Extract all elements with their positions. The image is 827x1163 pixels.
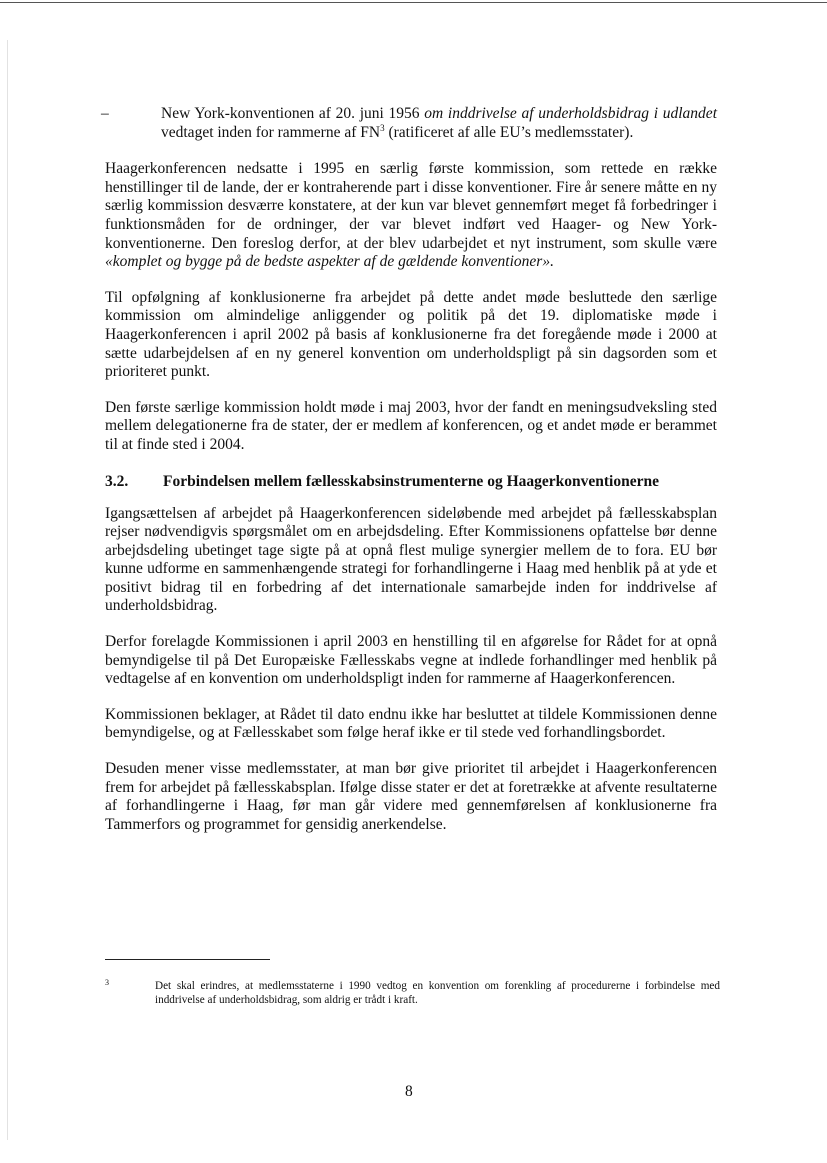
footnote-reference: 3 [380, 122, 385, 133]
page-number: 8 [405, 1083, 413, 1100]
bullet-text: (ratificeret af alle EU’s medlemsstater). [384, 123, 634, 141]
paragraph: Til opfølgning af konklusionerne fra arbejdet på dette andet møde besluttede den særlige kommission om almindelige anliggender og politik på det 19. diplomatiske møde i Haagerkonferencen i april 2002 på basis af konklusionerne fra det foregående møde i 2000 at sætte udarbejdelsen af en ny generel konvention om underholdspligt på sin dagsorden som et prioriteret punkt. [105, 288, 717, 381]
quoted-italic-text: «komplet og bygge på de bedste aspekter af de gældende konventioner». [105, 253, 554, 271]
footnote-separator [105, 959, 270, 960]
bullet-italic-text: om inddrivelse af underholdsbidrag i udlandet [424, 105, 717, 122]
document-body [101, 105, 717, 851]
footnote-text: Det skal erindres, at medlemsstaterne i 1990 vedtog en konvention om forenkling af procedurerne i forbindelse med inddrivelse af underholdsbidrag, som aldrig er trådt i kraft. [155, 980, 720, 1006]
bullet-text: vedtaget inden for rammerne af FN [161, 123, 381, 141]
paragraph: Desuden mener visse medlemsstater, at man bør give prioritet til arbejdet i Haagerkonferencen frem for arbejdet på fællesskabsplan. Ifølge disse stater er det at foretrække at afvente resultaterne af forhandlingerne i Haag, før man går videre med gennemførelsen af konklusionerne fra Tammerfors og programmet for gensidig anerkendelse. [105, 760, 717, 833]
paragraph: Kommissionen beklager, at Rådet til dato endnu ikke har besluttet at tildele Kommissionen denne bemyndigelse, og at Fællesskabet som følge heraf ikke er til stede ved forhandlingsbordet. [105, 705, 717, 742]
section-heading [105, 472, 717, 491]
section-title: Forbindelsen mellem fællesskabsinstrumenterne og Haagerkonventionerne [163, 472, 659, 490]
paragraph: Igangsættelsen af arbejdet på Haagerkonferencen sideløbende med arbejdet på fællesskabsplan rejser nødvendigvis spørgsmålet om en arbejdsdeling. Efter Kommissionens opfattelse bør denne arbejdsdeling ubetinget tage sigte på at opnå flest mulige synergier mellem de to fora. EU bør kunne udforme en sammenhængende strategi for forhandlingerne i Haag med henblik på at yde et positivt bidrag til en forbedring af det internationale samarbejde inden for inddrivelse af underholdsbidrag. [105, 504, 717, 615]
footnote [105, 979, 720, 1007]
paragraph: Derfor forelagde Kommissionen i april 2003 en henstilling til en afgørelse for Rådet for at opnå bemyndigelse til på Det Europæiske Fællesskabs vegne at indlede forhandlinger med henblik på vedtagelse af en konvention om underholdspligt inden for rammerne af Haagerkonferencen. [105, 633, 717, 688]
bullet-item [101, 105, 717, 142]
scan-left-edge [7, 40, 8, 1140]
paragraph-text: Haagerkonferencen nedsatte i 1995 en særlig første kommission, som rettede en række henstillinger til de lande, der er kontraherende part i disse konventioner. Fire år senere måtte en ny særlig kommission desværre konstatere, at der kun var blevet gennemført meget få forbedringer i funktionsmåden for de ordninger, der var blevet indført ved Haager- og New York-konventionerne. Den foreslog derfor, at der blev udarbejdet et nyt instrument, som skulle være [105, 160, 717, 252]
bullet-dash: – [101, 105, 109, 122]
paragraph: Den første særlige kommission holdt møde i maj 2003, hvor der fandt en meningsudveksling sted mellem delegationerne fra de stater, der er medlem af konferencen, og et andet møde er berammet til at finde sted i 2004. [105, 398, 717, 453]
scan-top-edge [0, 2, 827, 3]
section-number: 3.2. [105, 472, 129, 490]
paragraph [105, 160, 717, 272]
bullet-text: New York-konventionen af 20. juni 1956 [161, 105, 425, 122]
footnote-mark: 3 [105, 978, 109, 987]
